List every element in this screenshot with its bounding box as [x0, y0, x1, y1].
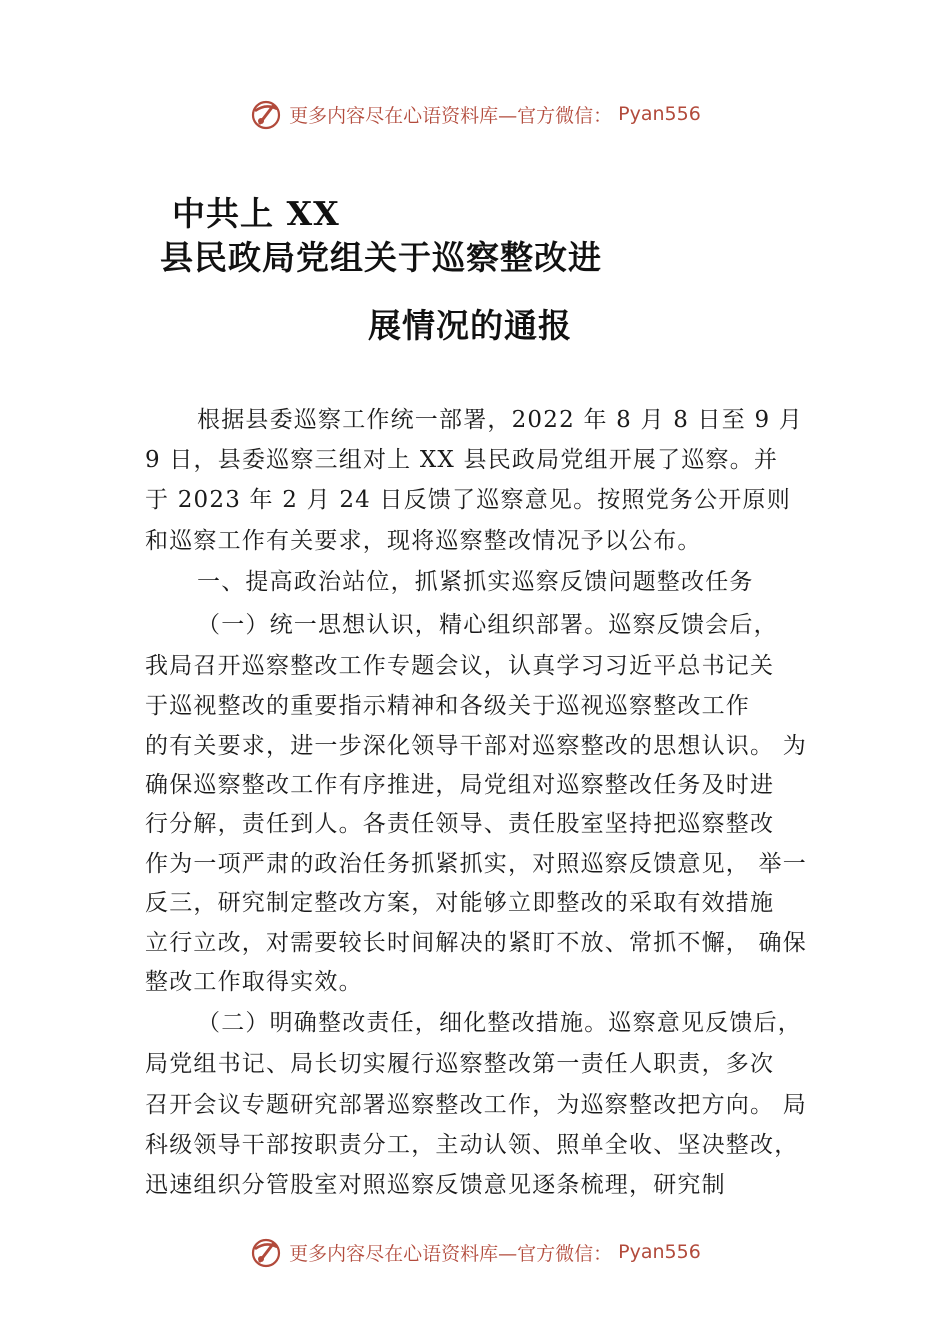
body-line: 行分解，责任到人。各责任领导、责任股室坚持把巡察整改	[145, 811, 775, 837]
header-banner	[0, 94, 950, 134]
subsection-heading: （一）统一思想认识，精心组织部署。巡察反馈会后，	[197, 612, 778, 638]
footer-banner	[0, 1232, 950, 1272]
body-line: 于 2023 年 2 月 24 日反馈了巡察意见。按照党务公开原则	[145, 487, 791, 513]
body-line: 和巡察工作有关要求，现将巡察整改情况予以公布。	[145, 528, 702, 554]
subsection-heading: （二）明确整改责任，细化整改措施。巡察意见反馈后，	[197, 1010, 802, 1036]
body-line: 整改工作取得实效。	[145, 969, 363, 995]
document-title-line-2: 县民政局党组关于巡察整改进	[160, 238, 602, 277]
body-line: 作为一项严肃的政治任务抓紧抓实，对照巡察反馈意见， 举一	[145, 851, 807, 877]
document-title-line-3: 展情况的通报	[368, 306, 572, 345]
body-line: 的有关要求，进一步深化领导干部对巡察整改的思想认识。 为	[145, 733, 807, 759]
section-heading: 一、提高政治站位，抓紧抓实巡察反馈问题整改任务	[197, 569, 754, 595]
banner-brand-text: 更多内容尽在心语资料库—官方微信：	[289, 1242, 613, 1265]
body-line: 我局召开巡察整改工作专题会议，认真学习习近平总书记关	[145, 653, 775, 679]
body-line: 立行立改，对需要较长时间解决的紧盯不放、常抓不懈， 确保	[145, 930, 807, 956]
banner-brand-text: 更多内容尽在心语资料库—官方微信：	[289, 104, 613, 127]
banner-wechat-id: Pyan556	[618, 1241, 701, 1263]
body-line: 召开会议专题研究部署巡察整改工作，为巡察整改把方向。 局	[145, 1092, 807, 1118]
body-line: 于巡视整改的重要指示精神和各级关于巡视巡察整改工作	[145, 693, 750, 719]
document-title-line-1: 中共上 XX	[172, 194, 340, 233]
body-line: 根据县委巡察工作统一部署，2022 年 8 月 8 日至 9 月	[197, 407, 804, 433]
body-line: 局党组书记、局长切实履行巡察整改第一责任人职责，多次	[145, 1051, 775, 1077]
body-line: 确保巡察整改工作有序推进，局党组对巡察整改任务及时进	[145, 772, 775, 798]
body-line: 迅速组织分管股室对照巡察反馈意见逐条梳理，研究制	[145, 1172, 726, 1198]
banner-wechat-id: Pyan556	[618, 103, 701, 125]
brush-seal-logo-icon	[249, 1235, 283, 1269]
body-line: 9 日，县委巡察三组对上 XX 县民政局党组开展了巡察。并	[145, 447, 779, 473]
brush-seal-logo-icon	[249, 97, 283, 131]
body-line: 科级领导干部按职责分工，主动认领、照单全收、坚决整改，	[145, 1132, 799, 1158]
body-line: 反三，研究制定整改方案，对能够立即整改的采取有效措施	[145, 890, 775, 916]
